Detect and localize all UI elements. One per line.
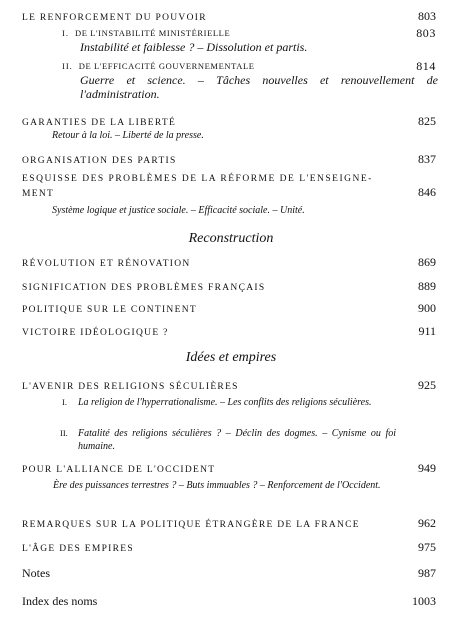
toc-subentry-number: I. (62, 397, 67, 407)
toc-entry-page: 975 (418, 540, 436, 554)
toc-entry-title: LE RENFORCEMENT DU POUVOIR (22, 13, 207, 23)
toc-entry-page: 1003 (412, 594, 436, 608)
toc-subentry-title: DE L'INSTABILITÉ MINISTÉRIELLE (74, 28, 231, 38)
toc-entry (22, 302, 436, 316)
toc-entry-title: SIGNIFICATION DES PROBLÈMES FRANÇAIS (22, 283, 266, 293)
toc-subentry-description: Fatalité des religions séculières ? – Déclin des dogmes. – Cynisme ou foi humaine. (78, 428, 396, 452)
toc-entry (22, 462, 436, 476)
toc-entry (22, 567, 436, 579)
toc-entry-title: L'ÂGE DES EMPIRES (22, 544, 134, 554)
toc-subentry (62, 61, 436, 72)
section-heading: Reconstruction (188, 231, 274, 246)
toc-entry (22, 379, 436, 393)
toc-entry-page: 846 (418, 185, 436, 199)
toc-entry-page: 911 (418, 324, 436, 338)
toc-subentry-description: La religion de l'hyperrationalisme. – Les conflits des religions séculières. (78, 397, 372, 408)
toc-subentry-title: DE L'EFFICACITÉ GOUVERNEMENTALE (78, 61, 255, 71)
toc-entry-title-cont: MENT (22, 189, 55, 199)
toc-subentry-page: 814 (416, 59, 436, 73)
toc-entry-title: REMARQUES SUR LA POLITIQUE ÉTRANGÈRE DE LA FRANCE (22, 520, 360, 530)
toc-subentry-description: Instabilité et faiblesse ? – Dissolution et partis. (80, 40, 308, 54)
toc-entry (22, 517, 436, 531)
toc-entry (22, 186, 436, 200)
toc-entry (22, 153, 436, 167)
toc-entry-description: Retour à la loi. – Liberté de la presse. (52, 130, 204, 141)
toc-entry (22, 541, 436, 555)
toc-entry-page: 803 (418, 9, 436, 23)
toc-entry-page: 987 (418, 566, 436, 580)
toc-entry-description: Système logique et justice sociale. – Efficacité sociale. – Unité. (52, 205, 305, 216)
toc-entry-title: VICTOIRE IDÉOLOGIQUE ? (22, 328, 169, 338)
toc-subentry-number: II. (60, 428, 68, 438)
toc-entry-title: ESQUISSE DES PROBLÈMES DE LA RÉFORME DE L'ENSEIGNE- (22, 174, 373, 184)
toc-entry (22, 115, 436, 129)
toc-subentry-number: II. (62, 61, 73, 71)
toc-entry-page: 949 (418, 461, 436, 475)
toc-entry-title: POUR L'ALLIANCE DE L'OCCIDENT (22, 465, 216, 475)
toc-subentry (62, 28, 436, 39)
toc-entry-title: Notes (22, 566, 50, 580)
toc-entry-page: 962 (418, 516, 436, 530)
toc-entry (22, 171, 436, 185)
toc-entry-page: 837 (418, 152, 436, 166)
toc-subentry-number: I. (62, 28, 69, 38)
toc-entry-page: 889 (418, 279, 436, 293)
toc-entry-description: Ère des puissances terrestres ? – Buts immuables ? – Renforcement de l'Occident. (53, 480, 381, 491)
toc-entry-page: 825 (418, 114, 436, 128)
toc-entry (22, 280, 436, 294)
toc-entry-title: L'AVENIR DES RELIGIONS SÉCULIÈRES (22, 382, 239, 392)
section-heading: Idées et empires (185, 350, 277, 365)
toc-subentry-page: 803 (416, 26, 436, 40)
toc-entry (22, 256, 436, 270)
toc-entry (22, 10, 436, 24)
toc-entry-title: GARANTIES DE LA LIBERTÉ (22, 118, 177, 128)
toc-subentry-description: Guerre et science. – Tâches nouvelles et renouvellement de l'administration. (80, 73, 438, 101)
toc-entry-page: 869 (418, 255, 436, 269)
toc-entry (22, 595, 436, 607)
toc-entry (22, 325, 436, 339)
toc-entry-title: Index des noms (22, 594, 98, 608)
toc-entry-title: POLITIQUE SUR LE CONTINENT (22, 305, 197, 315)
toc-entry-title: RÉVOLUTION ET RÉNOVATION (22, 259, 191, 269)
toc-entry-page: 900 (418, 301, 436, 315)
toc-entry-page: 925 (418, 378, 436, 392)
toc-entry-title: ORGANISATION DES PARTIS (22, 156, 177, 166)
